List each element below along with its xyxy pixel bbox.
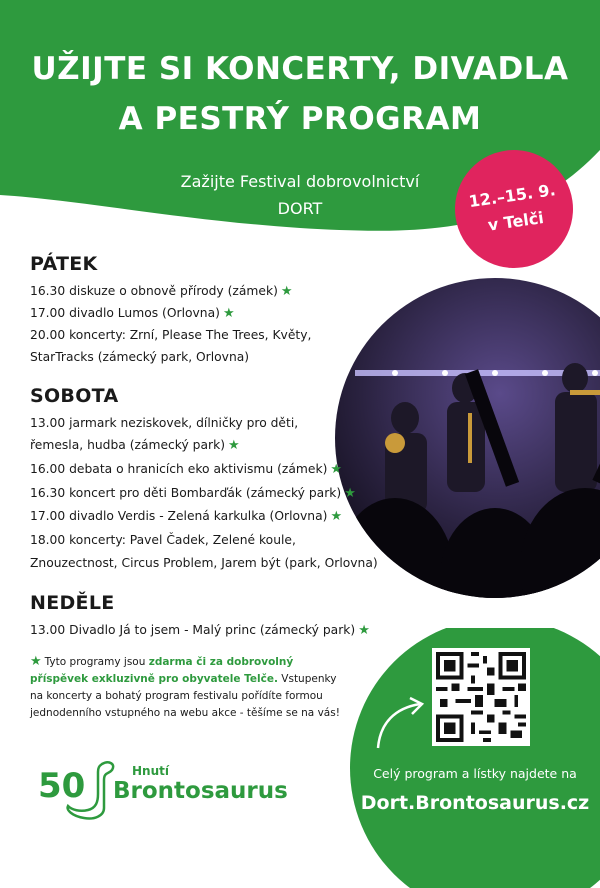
day-heading-sunday: NEDĚLE [30, 592, 115, 614]
subtitle: Zažijte Festival dobrovolnictví DORT [180, 172, 420, 218]
star-icon: ★ [330, 509, 343, 524]
event-item: 16.30 koncert pro děti Bombarďák (zámecký park) ★ [30, 486, 356, 501]
page-title: UŽIJTE SI KONCERTY, DIVADLA A PESTRÝ PROGRAM [31, 51, 569, 137]
event-item: 16.30 diskuze o obnově přírody (zámek) ★ [30, 284, 293, 299]
star-icon: ★ [228, 438, 240, 453]
website-link[interactable]: Dort.Brontosaurus.cz [360, 792, 590, 814]
event-item: 16.00 debata o hranicích eko aktivismu (zámek) ★ [30, 462, 343, 477]
event-item: StarTracks (zámecký park, Orlovna) [30, 350, 250, 364]
day-heading-saturday: SOBOTA [30, 385, 119, 407]
logo-hnuti: Hnutí [132, 764, 169, 778]
event-item: 17.00 divadlo Verdis - Zelená karkulka (Orlovna) ★ [30, 509, 343, 524]
event-item: 17.00 divadlo Lumos (Orlovna) ★ [30, 306, 235, 321]
date-badge: 12.–15. 9. v Telči [447, 142, 580, 275]
promo-cta-text: Celý program a lístky najdete na [373, 766, 577, 781]
star-icon: ★ [358, 623, 370, 638]
brontosaurus-logo [38, 752, 308, 824]
star-icon: ★ [222, 306, 235, 321]
event-item: 13.00 Divadlo Já to jsem - Malý princ (zámecký park) ★ [30, 623, 370, 638]
logo-name: Brontosaurus [113, 778, 288, 804]
star-icon: ★ [344, 486, 356, 501]
note-highlight: zdarma či za dobrovolný příspěvek exkluzivně pro obyvatele Telče. [30, 656, 294, 685]
event-item: 18.00 koncerty: Pavel Čadek, Zelené koule, [30, 533, 296, 547]
event-item: řemesla, hudba (zámecký park) ★ [30, 438, 240, 453]
event-item: 13.00 jarmark neziskovek, dílničky pro děti, [30, 416, 299, 430]
star-icon: ★ [280, 284, 293, 299]
qr-code[interactable] [432, 648, 530, 746]
logo-number: 50 [38, 766, 86, 806]
star-icon: ★ [30, 654, 42, 669]
event-item: Znouzectnost, Circus Problem, Jarem být (park, Orlovna) [30, 556, 378, 570]
info-note: ★ Tyto programy jsou zdarma či za dobrovolný příspěvek exkluzivně pro obyvatele Telče. Vstupenky na koncerty a bohatý program festivalu pořídíte formou jednodenního vstupného na webu akce - těšíme se na vás! [30, 654, 340, 719]
day-heading-friday: PÁTEK [30, 253, 98, 275]
star-icon: ★ [330, 462, 343, 477]
event-item: 20.00 koncerty: Zrní, Please The Trees, Květy, [30, 328, 312, 342]
